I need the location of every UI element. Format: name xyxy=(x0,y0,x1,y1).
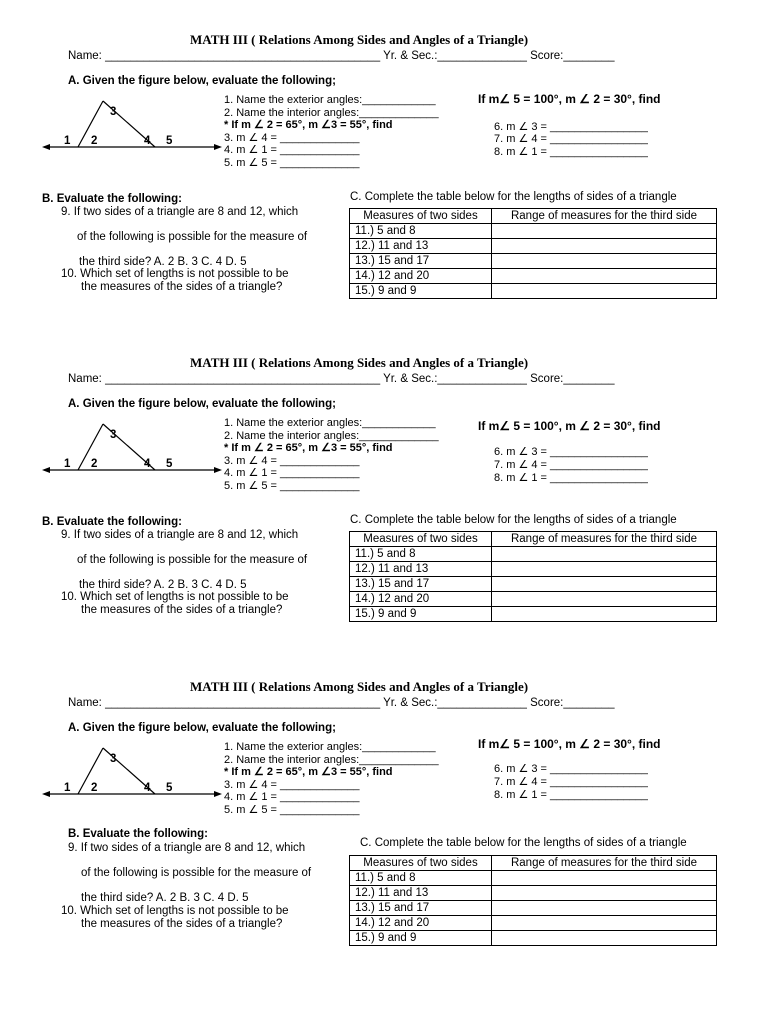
triangle-figure xyxy=(40,96,230,166)
table-header-row xyxy=(350,209,717,224)
given-statement-2: If m∠ 5 = 100°, m ∠ 2 = 30°, find xyxy=(478,737,661,751)
question-3: 3. m ∠ 4 = _____________ xyxy=(224,455,360,467)
question-7: 7. m ∠ 4 = ________________ xyxy=(494,459,648,471)
given-statement-2: If m∠ 5 = 100°, m ∠ 2 = 30°, find xyxy=(478,92,661,106)
angle-label-3: 3 xyxy=(110,753,117,765)
question-3: 3. m ∠ 4 = _____________ xyxy=(224,132,360,144)
table-row xyxy=(350,269,717,284)
question-3: 3. m ∠ 4 = _____________ xyxy=(224,779,360,791)
worksheet-title: MATH III ( Relations Among Sides and Angles of a Triangle) xyxy=(190,679,529,694)
angle-label-2: 2 xyxy=(91,782,98,794)
table-cell: 12.) 11 and 13 xyxy=(350,239,492,254)
question-9-line-3: the third side? A. 2 B. 3 C. 4 D. 5 xyxy=(79,579,247,591)
section-b-heading: B. Evaluate the following: xyxy=(42,516,182,528)
table-cell: 14.) 12 and 20 xyxy=(350,269,492,284)
angle-label-4: 4 xyxy=(144,782,151,794)
question-1: 1. Name the exterior angles:____________ xyxy=(224,417,436,429)
question-4: 4. m ∠ 1 = _____________ xyxy=(224,791,360,803)
answer-cell xyxy=(492,239,717,254)
name-score-line: Name: ___________________________________________ Yr. & Sec.:______________ Score:________ xyxy=(68,697,615,709)
question-9-line-2: of the following is possible for the measure of xyxy=(77,231,308,243)
answer-cell xyxy=(492,901,717,916)
given-statement-2: If m∠ 5 = 100°, m ∠ 2 = 30°, find xyxy=(478,419,661,433)
given-statement-1: * If m ∠ 2 = 65°, m ∠3 = 55°, find xyxy=(224,119,393,131)
table-cell: 12.) 11 and 13 xyxy=(350,886,492,901)
question-5: 5. m ∠ 5 = _____________ xyxy=(224,157,360,169)
angle-label-5: 5 xyxy=(166,458,173,470)
table-header-cell: Range of measures for the third side xyxy=(492,532,717,547)
table-cell: 11.) 5 and 8 xyxy=(350,547,492,562)
answer-cell xyxy=(492,886,717,901)
question-10-line-1: 10. Which set of lengths is not possible to be xyxy=(61,591,289,603)
answer-cell xyxy=(492,224,717,239)
answer-cell xyxy=(492,577,717,592)
table-header-cell: Range of measures for the third side xyxy=(492,856,717,871)
worksheet-title: MATH III ( Relations Among Sides and Angles of a Triangle) xyxy=(190,32,529,47)
question-2: 2. Name the interior angles:_____________ xyxy=(224,754,439,766)
worksheet-copy-1 xyxy=(0,0,768,323)
question-10-line-2: the measures of the sides of a triangle? xyxy=(81,604,283,616)
answer-cell xyxy=(492,871,717,886)
answer-cell xyxy=(492,254,717,269)
section-a-heading: A. Given the figure below, evaluate the following; xyxy=(68,75,336,87)
given-statement-1: * If m ∠ 2 = 65°, m ∠3 = 55°, find xyxy=(224,442,393,454)
section-b-heading: B. Evaluate the following: xyxy=(42,193,182,205)
angle-label-1: 1 xyxy=(64,458,71,470)
question-10-line-2: the measures of the sides of a triangle? xyxy=(81,281,283,293)
table-header-cell: Range of measures for the third side xyxy=(492,209,717,224)
angle-label-5: 5 xyxy=(166,782,173,794)
question-2: 2. Name the interior angles:_____________ xyxy=(224,430,439,442)
question-9-line-2: of the following is possible for the measure of xyxy=(81,867,312,879)
angle-label-4: 4 xyxy=(144,135,151,147)
answer-cell xyxy=(492,592,717,607)
table-row xyxy=(350,224,717,239)
question-9-line-1: 9. If two sides of a triangle are 8 and 12, which xyxy=(61,206,299,218)
table-row xyxy=(350,607,717,622)
section-c-heading: C. Complete the table below for the lengths of sides of a triangle xyxy=(360,837,687,849)
answer-cell xyxy=(492,547,717,562)
question-9-line-3: the third side? A. 2 B. 3 C. 4 D. 5 xyxy=(81,892,249,904)
question-10-line-1: 10. Which set of lengths is not possible to be xyxy=(61,268,289,280)
section-b-heading: B. Evaluate the following: xyxy=(68,828,208,840)
question-6: 6. m ∠ 3 = ________________ xyxy=(494,121,648,133)
section-a-heading: A. Given the figure below, evaluate the following; xyxy=(68,398,336,410)
angle-label-5: 5 xyxy=(166,135,173,147)
table-cell: 11.) 5 and 8 xyxy=(350,224,492,239)
question-10-line-2: the measures of the sides of a triangle? xyxy=(81,918,283,930)
table-cell: 15.) 9 and 9 xyxy=(350,607,492,622)
question-7: 7. m ∠ 4 = ________________ xyxy=(494,133,648,145)
table-header-cell: Measures of two sides xyxy=(350,532,492,547)
answer-cell xyxy=(492,269,717,284)
question-1: 1. Name the exterior angles:____________ xyxy=(224,741,436,753)
side-range-table xyxy=(349,855,717,946)
table-cell: 12.) 11 and 13 xyxy=(350,562,492,577)
triangle-figure xyxy=(40,743,230,813)
angle-label-3: 3 xyxy=(110,106,117,118)
angle-label-1: 1 xyxy=(64,135,71,147)
table-header-row xyxy=(350,856,717,871)
table-row xyxy=(350,871,717,886)
question-8: 8. m ∠ 1 = ________________ xyxy=(494,472,648,484)
question-4: 4. m ∠ 1 = _____________ xyxy=(224,467,360,479)
table-row xyxy=(350,916,717,931)
question-5: 5. m ∠ 5 = _____________ xyxy=(224,804,360,816)
name-score-line: Name: ___________________________________________ Yr. & Sec.:______________ Score:________ xyxy=(68,373,615,385)
table-cell: 13.) 15 and 17 xyxy=(350,901,492,916)
table-row xyxy=(350,547,717,562)
question-5: 5. m ∠ 5 = _____________ xyxy=(224,480,360,492)
table-cell: 13.) 15 and 17 xyxy=(350,577,492,592)
section-c-heading: C. Complete the table below for the lengths of sides of a triangle xyxy=(350,191,677,203)
answer-cell xyxy=(492,607,717,622)
table-cell: 15.) 9 and 9 xyxy=(350,284,492,299)
question-9-line-3: the third side? A. 2 B. 3 C. 4 D. 5 xyxy=(79,256,247,268)
question-4: 4. m ∠ 1 = _____________ xyxy=(224,144,360,156)
angle-label-2: 2 xyxy=(91,135,98,147)
answer-cell xyxy=(492,562,717,577)
table-row xyxy=(350,901,717,916)
question-6: 6. m ∠ 3 = ________________ xyxy=(494,763,648,775)
table-row xyxy=(350,886,717,901)
angle-label-3: 3 xyxy=(110,429,117,441)
table-row xyxy=(350,562,717,577)
question-1: 1. Name the exterior angles:____________ xyxy=(224,94,436,106)
table-header-row xyxy=(350,532,717,547)
table-row xyxy=(350,577,717,592)
table-header-cell: Measures of two sides xyxy=(350,209,492,224)
worksheet-copy-3 xyxy=(0,647,768,970)
question-2: 2. Name the interior angles:_____________ xyxy=(224,107,439,119)
side-range-table xyxy=(349,531,717,622)
table-row xyxy=(350,239,717,254)
table-cell: 14.) 12 and 20 xyxy=(350,592,492,607)
given-statement-1: * If m ∠ 2 = 65°, m ∠3 = 55°, find xyxy=(224,766,393,778)
question-7: 7. m ∠ 4 = ________________ xyxy=(494,776,648,788)
side-range-table xyxy=(349,208,717,299)
question-8: 8. m ∠ 1 = ________________ xyxy=(494,789,648,801)
table-header-cell: Measures of two sides xyxy=(350,856,492,871)
angle-label-1: 1 xyxy=(64,782,71,794)
table-row xyxy=(350,931,717,946)
answer-cell xyxy=(492,916,717,931)
question-9-line-1: 9. If two sides of a triangle are 8 and 12, which xyxy=(68,842,306,854)
question-6: 6. m ∠ 3 = ________________ xyxy=(494,446,648,458)
angle-label-2: 2 xyxy=(91,458,98,470)
table-row xyxy=(350,284,717,299)
answer-cell xyxy=(492,284,717,299)
worksheet-copy-2 xyxy=(0,323,768,646)
table-row xyxy=(350,592,717,607)
worksheet-title: MATH III ( Relations Among Sides and Angles of a Triangle) xyxy=(190,355,529,370)
angle-label-4: 4 xyxy=(144,458,151,470)
triangle-figure xyxy=(40,419,230,489)
name-score-line: Name: ___________________________________________ Yr. & Sec.:______________ Score:________ xyxy=(68,50,615,62)
answer-cell xyxy=(492,931,717,946)
table-cell: 13.) 15 and 17 xyxy=(350,254,492,269)
table-cell: 11.) 5 and 8 xyxy=(350,871,492,886)
table-row xyxy=(350,254,717,269)
question-9-line-1: 9. If two sides of a triangle are 8 and 12, which xyxy=(61,529,299,541)
section-a-heading: A. Given the figure below, evaluate the following; xyxy=(68,722,336,734)
table-cell: 15.) 9 and 9 xyxy=(350,931,492,946)
question-10-line-1: 10. Which set of lengths is not possible to be xyxy=(61,905,289,917)
question-8: 8. m ∠ 1 = ________________ xyxy=(494,146,648,158)
question-9-line-2: of the following is possible for the measure of xyxy=(77,554,308,566)
table-cell: 14.) 12 and 20 xyxy=(350,916,492,931)
section-c-heading: C. Complete the table below for the lengths of sides of a triangle xyxy=(350,514,677,526)
